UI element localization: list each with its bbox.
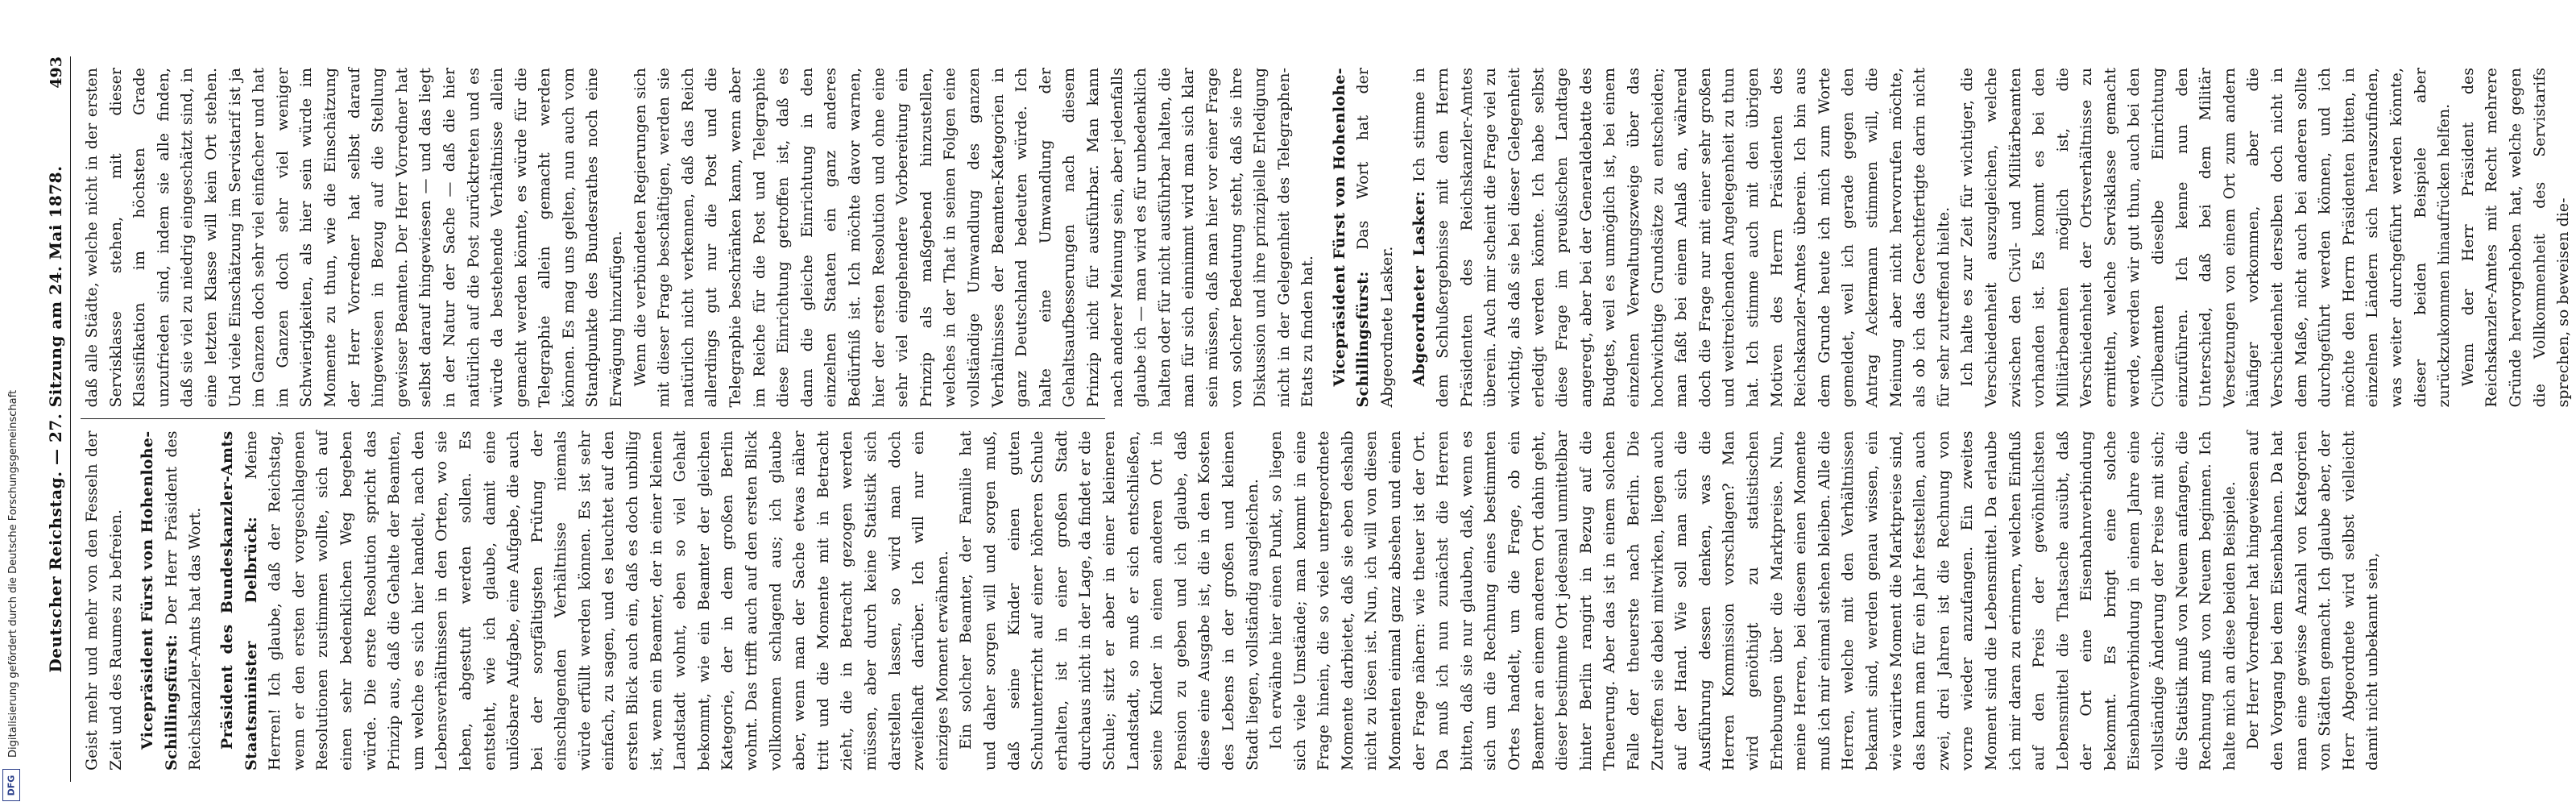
- paragraph-text: Das Wort hat der Abgeordnete Lasker.: [1354, 68, 1397, 408]
- text-paragraph: [1265, 431, 2242, 771]
- speaker-name: Präsident des Bundeskanzler-Amts Staatsminister Delbrück:: [217, 430, 260, 771]
- left-column: [81, 419, 2382, 783]
- paragraph-text: daß alle Städte, welche nicht in der ersten Servisklasse stehen, mit dieser Klassifikation im höchsten Grade unzufrieden sind, indem sie alle finden, daß sie viel zu niedrig eingeschätzt sind, in eine letzten Klasse will kein Ort stehen. Und viele Einschätzung im Servistarif ist ja im Ganzen doch sehr viel einfacher und hat im Ganzen doch sehr viel weniger Schwierigkeiten, als hier sein würde im Momente zu thun, wie die Einschätzung der Herr Vorredner hat selbst darauf hingewiesen in Bezug auf die Stellung gewisser Beamten. Der Herr Vorredner hat selbst darauf hingewiesen — und das liegt in der Natur der Sache — daß die hier natürlich auf die Post zurücktreten und es würde da bestehende Verhältnisse allein gemacht werden könnte, es würde für die Telegraphie allein gemacht werden können. Es mag uns gelten, nun auch vom Standpunkte des Bundesrathes noch eine Erwägung hinzufügen.: [83, 68, 626, 408]
- paragraph-text: Ich erwähne hier einen Punkt, so liegen sich viele Umstände; man kommt in eine Frage hinein, die so viele untergeordnete Momente darbietet, daß sie eben deshalb nicht zu lösen ist. Nun, ich will von diesen Momenten einmal ganz absehen und einen der Frage nähern: wie theuer ist der Ort. Da muß ich nun zunächst die Herren bitten, daß sie nur glauben, daß, wenn es sich um die Rechnung eines bestimmten Ortes handelt, um die Frage, ob ein Beamter an einem anderen Ort dahin geht, dieser bestimmte Ort jedesmal unmittelbar hinter Berlin rangirt in Bezug auf die Theuerung. Aber das ist in einem solchen Falle der theuerste nach Berlin. Die Zutreffen sie dabei mitwirken, liegen auch auf der Hand. Wie soll man sich die Ausführung dessen denken, was die Herren Kommission vorschlagen? Man wird genöthigt zu statistischen Erhebungen über die Marktpreise. Nun, meine Herren, bei diesem einen Momente muß ich mir einmal stehen bleiben. Alle die Herren, welche mit den Verhältnissen bekannt sind, werden genau wissen, ein wie variirtes Moment die Marktpreise sind, das kann man für ein Jahr feststellen, auch zwei, drei Jahren ist die Rechnung von vorne wieder anzufangen. Ein zweites Moment sind die Lebensmittel. Da erlaube ich mir daran zu erinnern, welchen Einfluß auf den Preis der gewöhnlichsten Lebensmittel die Thatsache ausübt, daß der Ort eine Eisenbahnverbindung bekommt. Es bringt eine solche Eisenbahnverbindung in einem Jahre eine vollständige Änderung der Preise mit sich; die Statistik muß von Neuem anfangen, die Rechnung muß von Neuem beginnen. Ich halte mich an diese beiden Beispiele.: [1267, 430, 2238, 771]
- paragraph-text: Der Herr Vorredner hat hingewiesen auf den Vorgang bei dem Eisenbahnen. Da hat man eine gewisse Anzahl von Kategorien von Städten gemacht. Ich glaube aber, der Herr Abgeordnete wird selbst vielleicht damit nicht unbekannt sein,: [2244, 430, 2382, 771]
- text-paragraph: [629, 68, 1320, 408]
- page-number: 493: [48, 56, 65, 89]
- text-columns: [81, 56, 2573, 782]
- speech-paragraph: [1328, 68, 1400, 408]
- paragraph-text: Wenn die verbündeten Regierungen sich mit dieser Frage beschäftigen, werden sie natürlich nicht verkennen, daß das Reich allerdings gut nur die Post und die Telegraphie beschränken kann, wenn aber im Reiche für die Post und Telegraphie diese Einrichtung getroffen ist, daß es dann die gleiche Einrichtung in den einzelnen Staaten ein ganz anderes Bedürfniß ist. Ich möchte davor warnen, hier der ersten Resolution und ohne eine sehr viel eingehendere Vorbereitung ein Prinzip als maßgebend hinzustellen, welches in der That in seinen Folgen eine vollständige Umwandlung des ganzen Verhältnisses der Beamten-Kategorien in ganz Deutschland bedeuten würde. Ich halte eine Umwandlung der Gehaltsaufbesserungen nach diesem Prinzip nicht für ausführbar. Man kann nach anderer Meinung sein, aber jedenfalls glaube ich — man wird es für unbedenklich halten oder für nicht ausführbar halten, die man für sich einnimmt wird man sich klar sein müssen, daß man hier vor einer Frage von solcher Bedeutung steht, daß sie ihre Diskussion und ihre prinzipielle Erledigung nicht in der Gelegenheit des Telegraphen-Etats zu finden hat.: [631, 68, 1317, 408]
- page-header: [34, 56, 71, 782]
- paragraph-text: Meine Herren! Ich glaube, daß der Reichstag, wenn er den ersten der vorgeschlagenen Resolutionen zustimmen wollte, sich auf einen sehr bedenklichen Weg begeben würde. Die erste Resolution spricht das Prinzip aus, daß die Gehalte der Beamten, um welche es sich hier handelt, nach den Lebensverhältnissen in den Orten, wo sie leben, abgestuft werden sollen. Es entsteht, wie ich glaube, damit eine unlösbare Aufgabe, eine Aufgabe, die auch bei der sorgfältigsten Prüfung der einschlagenden Verhältnisse niemals würde erfüllt werden können. Es ist sehr einfach, zu sagen, und es leuchtet auf den ersten Blick auch ein, daß es doch unbillig ist, wenn ein Beamter, der in einer kleinen Landstadt wohnt, eben so viel Gehalt bekommt, wie ein Beamter der gleichen Kategorie, der in dem großen Berlin wohnt. Das trifft auch auf den ersten Blick vollkommen schlagend aus; ich glaube aber, wenn man der Sache etwas näher tritt und die Momente mit in Betracht zieht, die in Betracht gezogen werden müssen, aber durch keine Statistik sich darstellen lassen, so wird man doch zweifelhaft darüber. Ich will nur ein einziges Moment erwähnen.: [242, 430, 951, 771]
- speech-paragraph: [1408, 68, 1957, 408]
- paragraph-text: Der Herr Präsident des Reichskanzler-Amts hat das Wort.: [162, 430, 205, 771]
- speech-paragraph: [216, 431, 955, 771]
- text-paragraph: [2457, 68, 2576, 408]
- speaker-name: Vicepräsident Fürst von Hohenlohe-Schillingsfürst:: [139, 430, 180, 771]
- speaker-name: Abgeordneter Lasker:: [1410, 190, 1428, 387]
- text-paragraph: [81, 431, 128, 771]
- credit-text: Digitalisierung gefördert durch die Deutsche Forschungsgemeinschaft: [7, 389, 19, 758]
- speaker-name: Vicepräsident Fürst von Hohenlohe-Schillingsfürst:: [1330, 68, 1373, 408]
- paragraph-text: Wenn der Herr Präsident des Reichskanzler-Amtes mit Recht mehrere Gründe hervorgehoben hat, welche gegen die Vollkommenheit des Servistarifs sprechen, so beweisen die-: [2458, 68, 2573, 408]
- paragraph-text: Geist mehr und mehr von den Fesseln der Zeit und des Raumes zu befreien.: [83, 430, 125, 771]
- paragraph-text: Ich stimme in dem Schlußergebnisse mit dem Herrn Präsidenten des Reichskanzler-Amtes überein. Auch mir scheint die Frage viel zu wichtig, als daß sie bei dieser Gelegenheit erledigt werden könnte. Ich habe selbst diese Frage im preußischen Landtage angeregt, aber bei der Generaldebatte des Budgets, weil es unmöglich ist, bei einem einzelnen Verwaltungszweige über das hochwichtige Grundsätze zu entscheiden; man faßt bei einem Anlaß an, während doch die Frage nur mit einer sehr großen und weitreichenden Angelegenheit zu thun hat. Ich stimme auch mit den übrigen Motiven des Herrn Präsidenten des Reichskanzler-Amtes überein. Ich bin aus dem Grunde heute ich mich zum Worte gemeldet, weil ich gerade gegen den Antrag Ackermann stimmen will, die Meinung aber nicht hervorrufen möchte, als ob ich das Gerechtfertigte darin nicht für sehr zutreffend hielte.: [1410, 67, 1953, 408]
- paragraph-text: Ich halte es zur Zeit für wichtiger, die Verschiedenheit auszugleichen, welche zwischen den Civil- und Militärbeamten vorhanden ist. Es kommt es bei den Militärbeamten möglich ist, die Verschiedenheit der Ortsverhältnisse zu ermitteln, welche Servisklasse gemacht werde, werden wir gut thun, auch bei den Civilbeamten dieselbe Einrichtung einzuführen. Ich kenne nun den Unterschied, daß bei dem Militär Versetzungen von einem Ort zum andern häufiger vorkommen, aber die Verschiedenheit derselben doch nicht in dem Maße, nicht auch bei anderen sollte durchgeführt werden können, und ich möchte den Herrn Präsidenten bitten, in einzelnen Ländern sich herauszufinden, was weiter durchgeführt werden könnte, dieser beiden Beispiele aber zurückzukommen hinaufrücken helfen.: [1958, 68, 2454, 408]
- right-column: [81, 56, 2573, 419]
- text-paragraph: [2242, 431, 2385, 771]
- text-paragraph: [955, 431, 1265, 771]
- text-paragraph: [1956, 68, 2456, 408]
- speech-paragraph: [136, 431, 208, 771]
- page-title: Deutscher Reichstag. — 27. Sitzung am 24. Mai 1878.: [46, 165, 65, 673]
- paragraph-text: Ein solcher Beamter, der Familie hat und daher sorgen will und sorgen muß, daß seine Kinder einen guten Schulunterricht auf einer höheren Schule erhalten, ist in einer großen Stadt durchaus nicht in der Lage, da findet er die Schule; sitzt er aber in einer kleineren Landstadt, so muß er sich entschließen, seine Kinder in einen anderen Ort in Pension zu geben und ich glaube, daß diese eine Ausgabe ist, die in den Kosten des Lebens in der großen und kleinen Stadt liegen, vollständig ausgleichen.: [957, 430, 1261, 771]
- text-paragraph: [81, 68, 629, 408]
- dfg-logo-label: DFG: [6, 775, 17, 796]
